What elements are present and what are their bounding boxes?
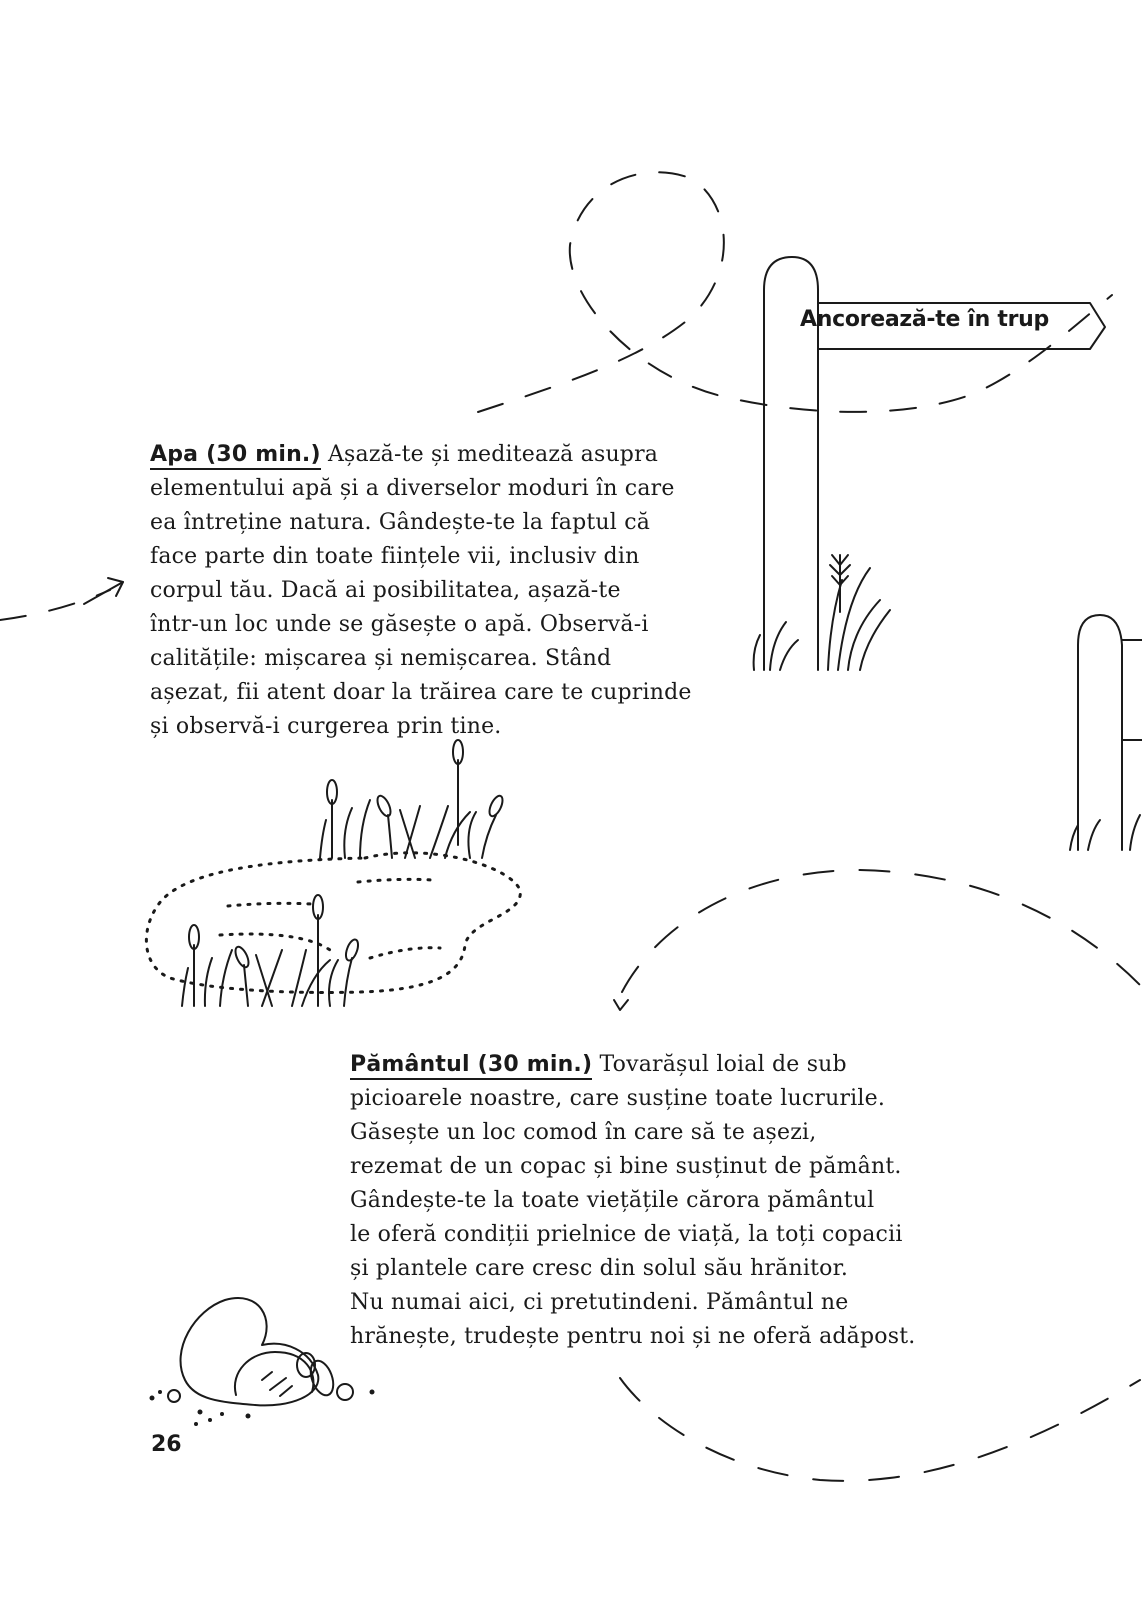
earth-text-line: Gândește-te la toate viețățile cărora pământul — [350, 1188, 875, 1213]
signpost-icon — [1070, 615, 1142, 850]
earth-text-line: și plantele care cresc din solul său hrănitor. — [350, 1256, 849, 1281]
earth-text-line: Nu numai aici, ci pretutindeni. Pământul ne — [350, 1290, 849, 1315]
water-text-line: și observă-i curgerea prin tine. — [150, 714, 502, 739]
earth-text-line: Tovarășul loial de sub — [599, 1052, 847, 1077]
water-text-line: face parte din toate ființele vii, inclusiv din — [150, 544, 640, 569]
water-text-line: ea întreține natura. Gândește-te la faptul că — [150, 510, 651, 535]
rocks-icon — [150, 1298, 375, 1426]
signpost-label: Ancorează-te în trup — [800, 307, 1049, 332]
water-text-line: calitățile: mișcarea și nemișcarea. Stând — [150, 646, 612, 671]
water-text-line: corpul tău. Dacă ai posibilitatea, așază-te — [150, 578, 621, 603]
water-text-line: Așază-te și meditează asupra — [327, 442, 659, 467]
water-heading: Apa (30 min.) — [150, 442, 321, 470]
water-section — [150, 438, 692, 744]
water-line-1 — [150, 438, 692, 472]
pond-with-reeds-icon — [146, 740, 520, 1006]
arrowhead-down-icon — [614, 1000, 628, 1010]
earth-text-line: hrănește, trudește pentru noi și ne oferă adăpost. — [350, 1324, 916, 1349]
earth-text-line: le oferă condiții prielnice de viață, la toți copacii — [350, 1222, 903, 1247]
earth-section — [350, 1048, 915, 1354]
earth-line-1 — [350, 1048, 915, 1082]
earth-heading: Pământul (30 min.) — [350, 1052, 592, 1080]
earth-text-line: picioarele noastre, care susține toate lucrurile. — [350, 1086, 886, 1111]
earth-text-line: rezemat de un copac și bine susținut de pământ. — [350, 1154, 902, 1179]
water-text-line: elementului apă și a diverselor moduri în care — [150, 476, 675, 501]
water-text-line: așezat, fii atent doar la trăirea care te cuprinde — [150, 680, 692, 705]
earth-text-line: Găsește un loc comod în care să te așezi, — [350, 1120, 817, 1145]
page-number: 26 — [151, 1432, 182, 1457]
water-text-line: într-un loc unde se găsește o apă. Observă-i — [150, 612, 649, 637]
